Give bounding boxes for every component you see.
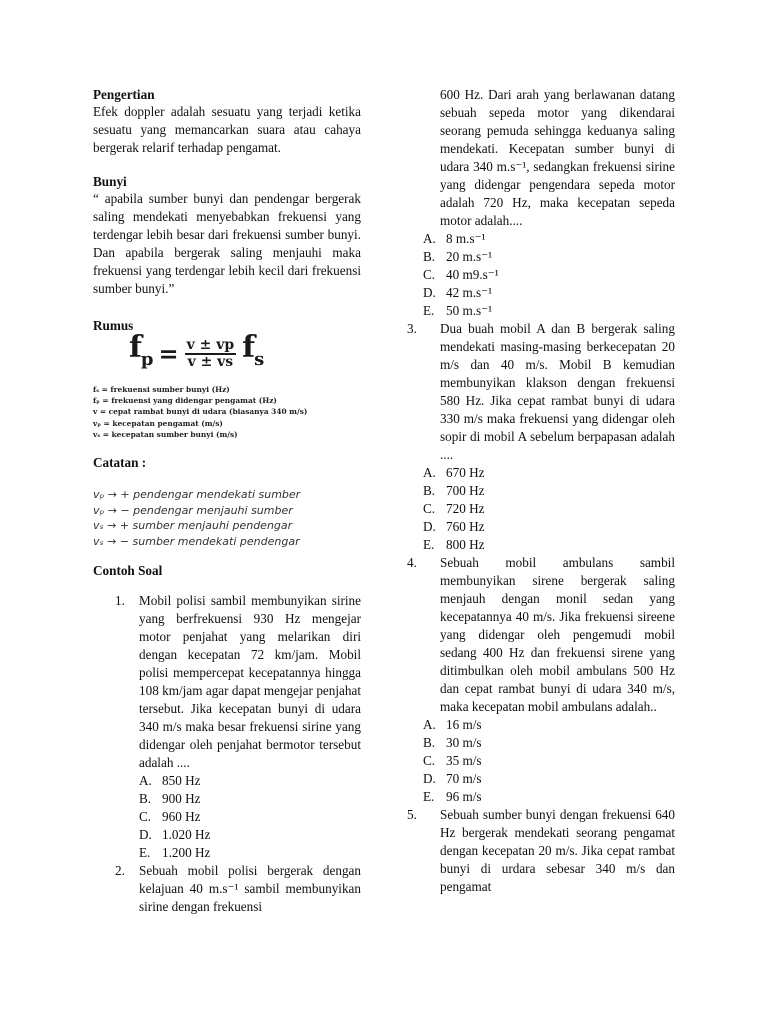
- legend-line: vₛ = kecepatan sumber bunyi (m/s): [93, 429, 238, 439]
- rumus-heading: Rumus: [93, 318, 134, 333]
- formula-numerator: v ± vp: [186, 337, 235, 353]
- question-3: [407, 320, 675, 554]
- option-a: A. 670 Hz: [423, 465, 485, 480]
- note-line: vₚ → − pendengar menjauhi sumber: [93, 503, 293, 517]
- formula-lhs: $f_p$: [129, 330, 153, 370]
- formula-rhs: $f_s$: [242, 330, 264, 370]
- options-list: [423, 464, 675, 554]
- question-text: Sebuah mobil polisi bergerak dengan kelajuan 40 m.s⁻¹ sambil membunyikan sirine dengan frekuensi: [139, 863, 361, 914]
- bunyi-text: “ apabila sumber bunyi dan pendengar bergerak saling mendekati menyebabkan frekuensi yang terdengar lebih besar dari frekuensi sumber bunyi. Dan apabila bergerak saling menjauhi maka frekuensi yang terdengar lebih kecil dari frekuensi sumber bunyi.”: [93, 191, 361, 296]
- formula-equals: =: [158, 339, 179, 368]
- formula-fraction: [185, 338, 237, 370]
- option-d: D. 70 m/s: [423, 771, 482, 786]
- question-text: Sebuah sumber bunyi dengan frekuensi 640 Hz bergerak mendekati seorang pengamat dengan kecepatan 20 m/s. Jika cepat rambat bunyi di urdara sebesar 340 m/s dan pengamat: [440, 807, 675, 894]
- doppler-formula: [129, 330, 264, 370]
- contoh-heading: Contoh Soal: [93, 563, 163, 578]
- option-d: D. 42 m.s⁻¹: [423, 285, 493, 300]
- option-b: B. 700 Hz: [423, 483, 485, 498]
- pengertian-heading: Pengertian: [93, 87, 155, 102]
- legend-line: v = cepat rambat bunyi di udara (biasanya 340 m/s): [93, 407, 308, 417]
- option-e: E. 1.200 Hz: [139, 845, 211, 860]
- options-list: [139, 772, 361, 862]
- options-list: [423, 716, 675, 806]
- formula-legend: [93, 384, 307, 440]
- question-text: 600 Hz. Dari arah yang berlawanan datang sebuah sepeda motor yang dikendarai seorang pemuda sehingga keduanya saling mendekati. Kecepatan sumber bunyi di udara 340 m.s⁻¹, sedangkan frekuensi sirine yang didengar pengendara sepeda motor adalah 720 Hz, maka kecepatan sepeda motor adalah....: [440, 87, 675, 228]
- option-a: A. 16 m/s: [423, 717, 482, 732]
- option-c: C. 960 Hz: [139, 809, 201, 824]
- note-line: vₛ → + sumber menjauhi pendengar: [93, 519, 293, 532]
- option-d: D. 1.020 Hz: [139, 827, 211, 842]
- option-a: A. 8 m.s⁻¹: [423, 231, 486, 246]
- note-line: vₛ → − sumber mendekati pendengar: [93, 534, 300, 548]
- question-text: Sebuah mobil ambulans sambil membunyikan sirene bergerak saling menjauh dengan monil sedan yang kecepatannya 40 m/s. Jika frekuensi sireene yang didengar oleh pengemudi mobil sedang 400 Hz dan frekuensi sirene yang ditimbulkan oleh mobil ambulans 500 Hz dan cepat rambat bunyi di udara 340 m/s, maka kecepatan mobil ambulans adalah..: [440, 555, 675, 714]
- legend-line: fₚ = frekuensi yang didengar pengamat (Hz): [93, 396, 277, 406]
- option-b: B. 30 m/s: [423, 735, 482, 750]
- catatan-heading: Catatan :: [93, 455, 147, 470]
- question-2-cont: [424, 86, 675, 320]
- note-line: vₚ → + pendengar mendekati sumber: [93, 488, 301, 501]
- question-number: 5.: [407, 807, 417, 822]
- question-number: 3.: [407, 321, 417, 336]
- question-number: 1.: [115, 593, 125, 608]
- option-d: D. 760 Hz: [423, 519, 485, 534]
- bunyi-heading: Bunyi: [93, 174, 127, 189]
- option-a: A. 850 Hz: [139, 773, 201, 788]
- formula-denominator: v ± vs: [187, 354, 234, 370]
- option-b: B. 20 m.s⁻¹: [423, 249, 493, 264]
- right-column: [407, 86, 675, 896]
- question-4: [407, 554, 675, 806]
- left-column: [93, 86, 361, 916]
- option-e: E. 50 m.s⁻¹: [423, 303, 493, 318]
- legend-line: vₚ = kecepatan pengamat (m/s): [93, 418, 223, 428]
- question-text: Dua buah mobil A dan B bergerak saling mendekati masing-masing berkecepatan 20 m/s dan 40 m/s. Mobil B kemudian membunyikan klakson dengan frekuensi 580 Hz. Jika cepat rambat bunyi di udara 330 m/s maka frekuensi yang didengar oleh sopir di mobil A sebelum berpapasan adalah ....: [440, 321, 675, 462]
- question-number: 4.: [407, 555, 417, 570]
- question-number: 2.: [115, 863, 125, 878]
- options-list: [423, 230, 675, 320]
- legend-line: fₛ = frekuensi sumber bunyi (Hz): [93, 385, 230, 394]
- formula-block: [93, 330, 361, 450]
- option-c: C. 720 Hz: [423, 501, 485, 516]
- option-c: C. 40 m9.s⁻¹: [423, 267, 499, 282]
- pengertian-text: Efek doppler adalah sesuatu yang terjadi ketika sesuatu yang memancarkan suara atau cahaya bergerak relarif terhadap pengamat.: [93, 104, 361, 155]
- question-2-start: [93, 862, 361, 916]
- option-e: E. 800 Hz: [423, 537, 485, 552]
- question-text: Mobil polisi sambil membunyikan sirine yang berfrekuensi 930 Hz mengejar motor penjahat yang melarikan diri dengan kecepatan 72 km/jam. Mobil polisi mempercepat kecepatannya hingga 108 km/jam agar dapat mengejar penjahat tersebut. Jika kecepatan bunyi di udara 340 m/s maka besar frekuensi sirine yang didengar oleh penjahat bermotor tersebut adalah ....: [139, 593, 361, 770]
- question-5: [407, 806, 675, 896]
- option-c: C. 35 m/s: [423, 753, 482, 768]
- question-1: [93, 592, 361, 862]
- option-b: B. 900 Hz: [139, 791, 201, 806]
- option-e: E. 96 m/s: [423, 789, 482, 804]
- catatan-notes: [93, 487, 361, 549]
